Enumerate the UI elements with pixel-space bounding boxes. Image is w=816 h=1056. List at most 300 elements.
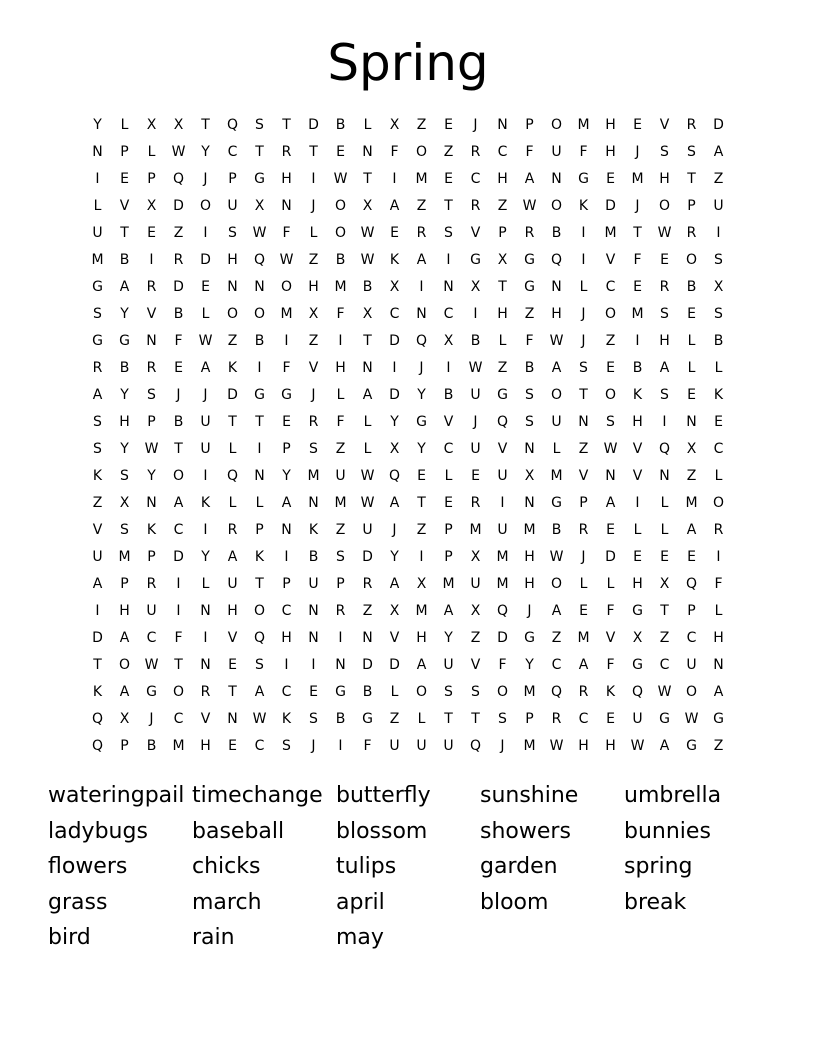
grid-letter: A	[200, 360, 211, 376]
grid-letter: N	[308, 603, 319, 619]
grid-letter: A	[92, 387, 103, 403]
grid-letter: F	[525, 144, 534, 160]
grid-letter: I	[203, 630, 208, 646]
grid-letter: M	[334, 495, 347, 511]
grid-letter: P	[687, 603, 696, 619]
grid-letter: B	[119, 360, 130, 376]
grid-letter: O	[280, 279, 293, 295]
grid-letter: H	[659, 171, 670, 187]
grid-letter: I	[284, 657, 289, 673]
grid-letter: R	[92, 360, 103, 376]
grid-letter: X	[713, 279, 724, 295]
grid-letter: J	[392, 522, 397, 538]
grid-letter: A	[119, 279, 130, 295]
grid-letter: Z	[551, 630, 562, 646]
grid-letter: R	[227, 522, 238, 538]
grid-letter: E	[147, 225, 156, 241]
grid-letter: T	[120, 225, 129, 241]
grid-letter: M	[280, 306, 293, 322]
grid-letter: E	[660, 252, 669, 268]
grid-letter: L	[120, 117, 129, 133]
grid-letter: J	[311, 387, 316, 403]
grid-letter: Z	[308, 333, 319, 349]
grid-letter: P	[255, 522, 264, 538]
word-list-item: ladybugs	[48, 818, 148, 844]
grid-letter: O	[604, 387, 617, 403]
grid-letter: C	[659, 657, 670, 673]
grid-letter: U	[470, 441, 481, 457]
grid-letter: S	[606, 414, 615, 430]
grid-row	[84, 274, 732, 301]
grid-letter: W	[252, 225, 267, 241]
grid-letter: I	[635, 495, 640, 511]
grid-letter: U	[227, 198, 238, 214]
grid-letter: N	[524, 441, 535, 457]
grid-letter: O	[685, 684, 698, 700]
grid-letter: S	[525, 414, 534, 430]
grid-letter: R	[551, 711, 562, 727]
grid-letter: F	[579, 144, 588, 160]
grid-letter: L	[363, 414, 372, 430]
grid-letter: E	[687, 549, 696, 565]
grid-letter: S	[309, 441, 318, 457]
grid-letter: S	[93, 414, 102, 430]
grid-letter: U	[551, 144, 562, 160]
grid-letter: C	[470, 171, 481, 187]
grid-letter: L	[660, 522, 669, 538]
grid-letter: P	[120, 738, 129, 754]
grid-letter: O	[712, 495, 725, 511]
grid-letter: A	[281, 495, 292, 511]
grid-letter: B	[173, 414, 184, 430]
grid-letter: Z	[713, 738, 724, 754]
grid-letter: I	[311, 657, 316, 673]
grid-letter: U	[200, 441, 211, 457]
word-list	[48, 778, 768, 956]
grid-letter: V	[227, 630, 238, 646]
grid-letter: G	[713, 711, 724, 727]
word-list-item: spring	[624, 854, 693, 879]
grid-letter: V	[146, 306, 157, 322]
grid-letter: P	[525, 711, 534, 727]
grid-letter: Z	[173, 225, 184, 241]
grid-letter: H	[281, 630, 292, 646]
grid-letter: F	[336, 414, 345, 430]
grid-letter: F	[525, 333, 534, 349]
grid-letter: D	[389, 657, 400, 673]
grid-letter: N	[200, 603, 211, 619]
grid-row	[84, 409, 732, 436]
grid-letter: N	[524, 495, 535, 511]
grid-letter: B	[686, 279, 697, 295]
grid-letter: I	[203, 522, 208, 538]
grid-letter: X	[497, 252, 508, 268]
grid-letter: C	[281, 603, 292, 619]
grid-letter: U	[389, 738, 400, 754]
grid-row	[84, 247, 732, 274]
grid-row	[84, 733, 732, 760]
grid-letter: W	[522, 198, 537, 214]
grid-letter: A	[92, 576, 103, 592]
grid-letter: Z	[497, 198, 508, 214]
grid-row	[84, 193, 732, 220]
grid-letter: W	[549, 549, 564, 565]
grid-letter: J	[635, 198, 640, 214]
grid-letter: X	[362, 306, 373, 322]
grid-letter: S	[687, 144, 696, 160]
grid-letter: X	[254, 198, 265, 214]
grid-letter: M	[604, 225, 617, 241]
grid-letter: M	[334, 279, 347, 295]
grid-letter: M	[523, 522, 536, 538]
grid-letter: C	[389, 306, 400, 322]
grid-letter: P	[282, 441, 291, 457]
grid-letter: T	[363, 333, 372, 349]
grid-letter: T	[633, 225, 642, 241]
grid-letter: P	[579, 495, 588, 511]
word-list-item: rain	[192, 925, 235, 950]
grid-letter: T	[174, 657, 183, 673]
grid-letter: P	[336, 576, 345, 592]
grid-letter: M	[577, 117, 590, 133]
grid-letter: I	[419, 279, 424, 295]
grid-letter: U	[335, 468, 346, 484]
grid-letter: Y	[282, 468, 291, 484]
grid-letter: A	[578, 657, 589, 673]
grid-letter: A	[416, 657, 427, 673]
grid-letter: N	[335, 657, 346, 673]
grid-letter: T	[309, 144, 318, 160]
grid-letter: G	[254, 387, 265, 403]
grid-letter: E	[174, 360, 183, 376]
grid-letter: S	[120, 468, 129, 484]
grid-letter: V	[308, 360, 319, 376]
grid-letter: H	[551, 306, 562, 322]
word-list-item: april	[336, 889, 385, 915]
grid-letter: S	[444, 225, 453, 241]
grid-letter: H	[227, 252, 238, 268]
grid-row	[84, 328, 732, 355]
word-list-item: flowers	[48, 854, 128, 879]
grid-letter: P	[120, 144, 129, 160]
grid-letter: T	[444, 711, 453, 727]
grid-letter: M	[415, 603, 428, 619]
grid-letter: I	[338, 333, 343, 349]
grid-letter: Q	[496, 414, 509, 430]
grid-letter: R	[578, 522, 589, 538]
grid-letter: J	[500, 738, 505, 754]
grid-letter: C	[254, 738, 265, 754]
grid-letter: E	[201, 279, 210, 295]
grid-letter: Q	[496, 603, 509, 619]
grid-letter: Z	[605, 333, 616, 349]
grid-letter: P	[282, 576, 291, 592]
grid-letter: W	[360, 225, 375, 241]
grid-letter: Z	[335, 522, 346, 538]
grid-letter: Y	[93, 117, 102, 133]
grid-letter: F	[714, 576, 723, 592]
grid-letter: U	[92, 549, 103, 565]
grid-letter: E	[444, 117, 453, 133]
grid-letter: G	[416, 414, 427, 430]
grid-letter: R	[578, 684, 589, 700]
grid-letter: I	[311, 171, 316, 187]
grid-letter: G	[92, 333, 103, 349]
grid-letter: X	[389, 117, 400, 133]
grid-letter: R	[308, 414, 319, 430]
grid-letter: N	[686, 414, 697, 430]
grid-letter: R	[470, 144, 481, 160]
grid-letter: B	[146, 738, 157, 754]
grid-letter: R	[281, 144, 292, 160]
word-list-item: bird	[48, 925, 91, 950]
page-title: Spring	[327, 34, 489, 92]
grid-letter: U	[686, 657, 697, 673]
grid-letter: Q	[550, 252, 563, 268]
grid-letter: D	[497, 630, 508, 646]
grid-letter: X	[119, 495, 130, 511]
grid-letter: L	[390, 684, 399, 700]
word-search-grid	[84, 112, 732, 760]
grid-letter: C	[578, 711, 589, 727]
grid-letter: X	[308, 306, 319, 322]
grid-letter: Q	[91, 738, 104, 754]
grid-letter: H	[632, 576, 643, 592]
word-list-item: blossom	[336, 818, 428, 844]
grid-letter: K	[281, 711, 292, 727]
grid-letter: J	[311, 198, 316, 214]
grid-letter: R	[713, 522, 724, 538]
grid-letter: K	[227, 360, 238, 376]
grid-row	[84, 220, 732, 247]
grid-letter: B	[335, 117, 346, 133]
grid-letter: H	[497, 306, 508, 322]
grid-row	[84, 463, 732, 490]
grid-letter: N	[227, 711, 238, 727]
grid-letter: C	[173, 711, 184, 727]
grid-letter: T	[282, 117, 291, 133]
word-list-item: sunshine	[480, 783, 579, 808]
grid-letter: P	[444, 549, 453, 565]
grid-letter: H	[227, 603, 238, 619]
grid-letter: I	[203, 225, 208, 241]
grid-letter: Z	[389, 711, 400, 727]
grid-letter: S	[336, 549, 345, 565]
grid-letter: Z	[416, 522, 427, 538]
grid-letter: Z	[470, 630, 481, 646]
grid-letter: I	[257, 441, 262, 457]
grid-letter: X	[389, 279, 400, 295]
grid-letter: C	[146, 630, 157, 646]
grid-letter: V	[605, 252, 616, 268]
grid-letter: J	[581, 333, 586, 349]
grid-letter: Z	[524, 306, 535, 322]
grid-letter: W	[549, 738, 564, 754]
grid-letter: G	[551, 495, 562, 511]
grid-letter: C	[443, 441, 454, 457]
grid-letter: P	[228, 171, 237, 187]
grid-letter: T	[687, 171, 696, 187]
grid-letter: A	[119, 630, 130, 646]
grid-letter: Q	[226, 117, 239, 133]
grid-letter: X	[362, 198, 373, 214]
grid-letter: U	[362, 522, 373, 538]
grid-letter: V	[470, 225, 481, 241]
grid-letter: N	[146, 495, 157, 511]
grid-letter: G	[497, 387, 508, 403]
grid-letter: H	[605, 117, 616, 133]
grid-letter: A	[254, 684, 265, 700]
grid-row	[84, 517, 732, 544]
grid-letter: I	[473, 306, 478, 322]
grid-letter: S	[498, 711, 507, 727]
grid-letter: N	[443, 279, 454, 295]
grid-letter: O	[550, 198, 563, 214]
grid-letter: X	[443, 333, 454, 349]
grid-letter: Z	[497, 360, 508, 376]
grid-letter: O	[334, 225, 347, 241]
grid-letter: K	[92, 684, 103, 700]
word-list-item: wateringpail	[48, 783, 185, 808]
grid-letter: B	[551, 522, 562, 538]
grid-letter: Z	[335, 441, 346, 457]
grid-letter: K	[308, 522, 319, 538]
grid-letter: Y	[390, 414, 399, 430]
grid-letter: W	[657, 225, 672, 241]
grid-letter: O	[118, 657, 131, 673]
grid-letter: S	[444, 684, 453, 700]
grid-letter: O	[550, 387, 563, 403]
grid-letter: L	[309, 225, 318, 241]
grid-letter: L	[606, 576, 615, 592]
grid-letter: L	[363, 117, 372, 133]
grid-letter: U	[227, 576, 238, 592]
grid-letter: O	[415, 144, 428, 160]
grid-letter: T	[444, 198, 453, 214]
grid-letter: A	[659, 738, 670, 754]
grid-letter: M	[469, 522, 482, 538]
grid-letter: I	[284, 549, 289, 565]
grid-letter: R	[146, 279, 157, 295]
grid-letter: L	[201, 576, 210, 592]
grid-letter: X	[686, 441, 697, 457]
grid-letter: A	[524, 171, 535, 187]
grid-letter: W	[144, 657, 159, 673]
grid-letter: A	[659, 360, 670, 376]
grid-letter: E	[606, 711, 615, 727]
grid-letter: G	[524, 630, 535, 646]
grid-letter: N	[308, 630, 319, 646]
grid-letter: P	[147, 171, 156, 187]
grid-letter: W	[630, 738, 645, 754]
grid-letter: H	[578, 738, 589, 754]
grid-letter: L	[579, 576, 588, 592]
grid-letter: Q	[388, 468, 401, 484]
grid-letter: S	[471, 684, 480, 700]
grid-letter: X	[146, 117, 157, 133]
grid-letter: V	[200, 711, 211, 727]
grid-letter: S	[93, 441, 102, 457]
grid-letter: R	[686, 225, 697, 241]
grid-letter: T	[471, 711, 480, 727]
grid-letter: L	[255, 495, 264, 511]
grid-letter: O	[550, 117, 563, 133]
grid-letter: I	[716, 549, 721, 565]
grid-letter: I	[338, 738, 343, 754]
grid-letter: R	[362, 576, 373, 592]
grid-letter: T	[255, 144, 264, 160]
grid-letter: I	[419, 549, 424, 565]
grid-letter: W	[279, 252, 294, 268]
grid-letter: I	[581, 225, 586, 241]
grid-letter: F	[174, 333, 183, 349]
grid-letter: A	[389, 495, 400, 511]
grid-letter: C	[281, 684, 292, 700]
grid-letter: M	[91, 252, 104, 268]
grid-letter: L	[660, 495, 669, 511]
grid-letter: I	[176, 603, 181, 619]
grid-letter: G	[281, 387, 292, 403]
grid-letter: N	[362, 630, 373, 646]
grid-letter: U	[92, 225, 103, 241]
grid-letter: R	[335, 603, 346, 619]
grid-letter: E	[444, 495, 453, 511]
grid-letter: I	[149, 252, 154, 268]
grid-letter: B	[119, 252, 130, 268]
grid-letter: G	[524, 279, 535, 295]
grid-letter: P	[147, 549, 156, 565]
grid-letter: G	[254, 171, 265, 187]
grid-letter: A	[713, 684, 724, 700]
grid-letter: Y	[417, 441, 426, 457]
grid-row	[84, 652, 732, 679]
grid-letter: D	[605, 549, 616, 565]
grid-letter: W	[360, 468, 375, 484]
grid-letter: G	[632, 603, 643, 619]
grid-letter: P	[147, 414, 156, 430]
grid-letter: T	[498, 279, 507, 295]
grid-letter: X	[524, 468, 535, 484]
grid-letter: X	[389, 603, 400, 619]
grid-letter: R	[173, 252, 184, 268]
grid-letter: W	[657, 684, 672, 700]
grid-letter: L	[687, 360, 696, 376]
grid-letter: N	[92, 144, 103, 160]
grid-letter: E	[120, 171, 129, 187]
grid-letter: Q	[253, 252, 266, 268]
grid-letter: V	[605, 630, 616, 646]
grid-letter: L	[579, 279, 588, 295]
grid-letter: U	[470, 576, 481, 592]
grid-letter: R	[146, 576, 157, 592]
grid-letter: B	[362, 684, 373, 700]
grid-letter: X	[659, 576, 670, 592]
grid-letter: B	[443, 387, 454, 403]
grid-row	[84, 598, 732, 625]
grid-letter: N	[551, 279, 562, 295]
grid-letter: A	[713, 144, 724, 160]
grid-letter: H	[119, 414, 130, 430]
grid-letter: S	[660, 306, 669, 322]
grid-letter: A	[416, 252, 427, 268]
grid-letter: B	[335, 252, 346, 268]
grid-letter: J	[203, 387, 208, 403]
grid-letter: Z	[416, 198, 427, 214]
grid-letter: N	[362, 360, 373, 376]
grid-letter: H	[281, 171, 292, 187]
grid-letter: G	[686, 738, 697, 754]
grid-letter: O	[415, 684, 428, 700]
